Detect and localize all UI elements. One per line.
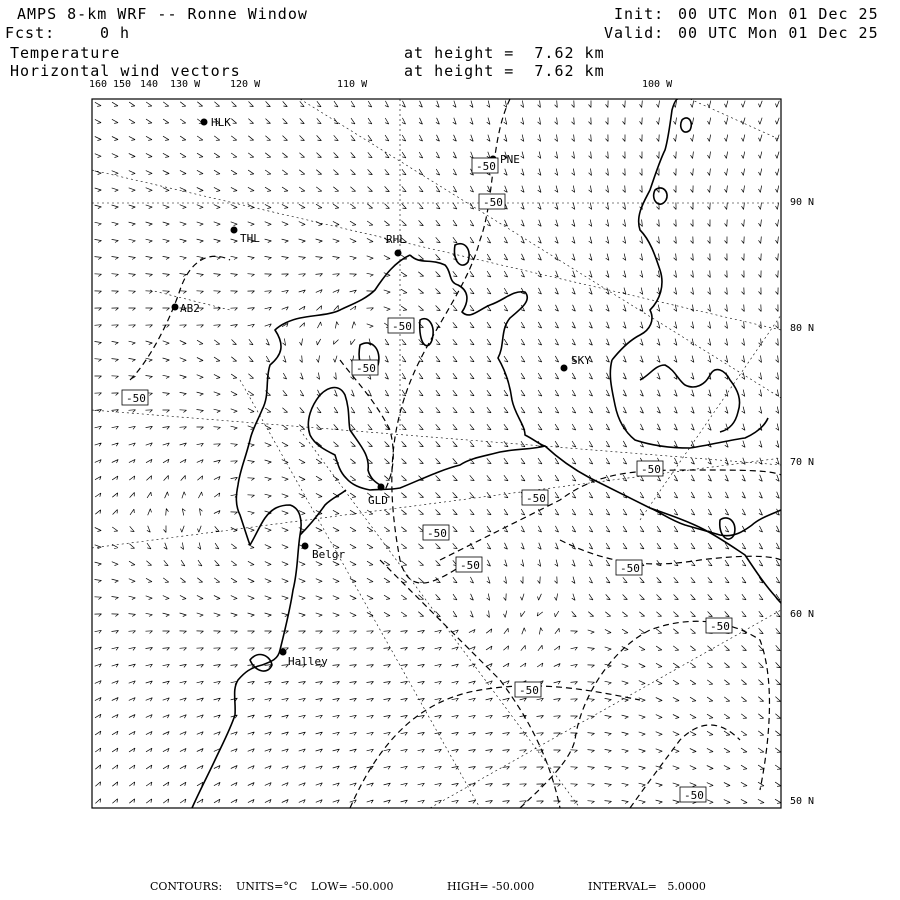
lat-label: 90 N [790,197,815,208]
graticule [92,99,781,808]
station-marker [280,649,287,656]
contour-label: -50 [519,684,539,697]
wind-vectors [95,101,782,804]
station-marker [231,227,238,234]
lon-label: 140 [140,79,159,90]
station-marker [561,365,568,372]
lat-line-70a [92,410,781,465]
contour-line [440,470,781,560]
station-marker [201,119,208,126]
contour-label: -50 [641,463,661,476]
height-1: at height = 7.62 km [404,44,605,62]
station-marker [378,484,385,491]
lon-label: 160 [89,79,108,90]
contour-label: -50 [526,492,546,505]
contour-label: -50 [392,320,412,333]
contour-label: -50 [427,527,447,540]
lat-label: 80 N [790,323,815,334]
station-label: THL [240,232,260,245]
lon-line-h [690,99,781,140]
lon-label: 100 W [642,79,673,90]
height-2: at height = 7.62 km [404,62,605,80]
lon-line-f [430,610,781,808]
coast-ronne-shelf [308,255,545,490]
lon-label: 110 W [337,79,368,90]
contour-label: -50 [684,789,704,802]
station-label: HLK [211,116,231,129]
lat-label: 60 N [790,609,815,620]
coast-peninsula [612,99,678,360]
contour-label: -50 [710,620,730,633]
lon-line-a [300,99,781,398]
fcst-label: Fcst: [5,24,56,42]
lon-label: 130 W [170,79,201,90]
coast-island [420,319,433,346]
station-marker [172,304,179,311]
station-label: Halley [288,655,328,668]
map-frame [92,99,781,808]
lat-label: 70 N [790,457,815,468]
footer-interval: INTERVAL= 5.0000 [588,880,706,893]
coast-island [681,118,692,132]
init-value: 00 UTC Mon 01 Dec 25 [678,5,879,23]
station-label: PNE [500,153,520,166]
contour-label: -50 [356,362,376,375]
contour-label: -50 [620,562,640,575]
lon-label: 150 [113,79,132,90]
field-temperature: Temperature [10,44,121,62]
valid-label: Valid: [604,24,665,42]
wind-vector-field [95,101,782,804]
coast-inlet [300,490,346,535]
contour-label: -50 [460,559,480,572]
coast-weddell [192,505,301,808]
lat-label: 50 N [790,796,815,807]
station-label: RHL [386,233,406,246]
contour-label: -50 [126,392,146,405]
station-label: AB2 [180,302,200,315]
coast-island [454,244,469,265]
footer-contours-label: CONTOURS: [150,880,223,893]
map-title: AMPS 8-km WRF -- Ronne Window [17,5,308,23]
coast-peninsula-south [610,360,768,448]
coast-islands [640,365,740,432]
fcst-value: 0 h [100,24,131,42]
footer-units: UNITS=°C [236,880,298,893]
footer-high: HIGH= -50.000 [447,880,535,893]
coast-island [654,188,667,204]
init-label: Init: [614,5,665,23]
field-wind: Horizontal wind vectors [10,62,241,80]
temperature-contours [130,99,781,808]
contour-line [130,256,230,380]
station-label: GLD [368,494,388,507]
contour-label: -50 [483,196,503,209]
station-marker [302,543,309,550]
lon-label: 120 W [230,79,261,90]
station-label: SKY [571,354,591,367]
contour-label: -50 [476,160,496,173]
footer-low: LOW= -50.000 [311,880,394,893]
stations [172,116,592,668]
station-label: Belgr [312,548,346,561]
lon-line-e [640,315,781,520]
station-marker [395,250,402,257]
valid-value: 00 UTC Mon 01 Dec 25 [678,24,879,42]
contour-line [350,686,640,808]
